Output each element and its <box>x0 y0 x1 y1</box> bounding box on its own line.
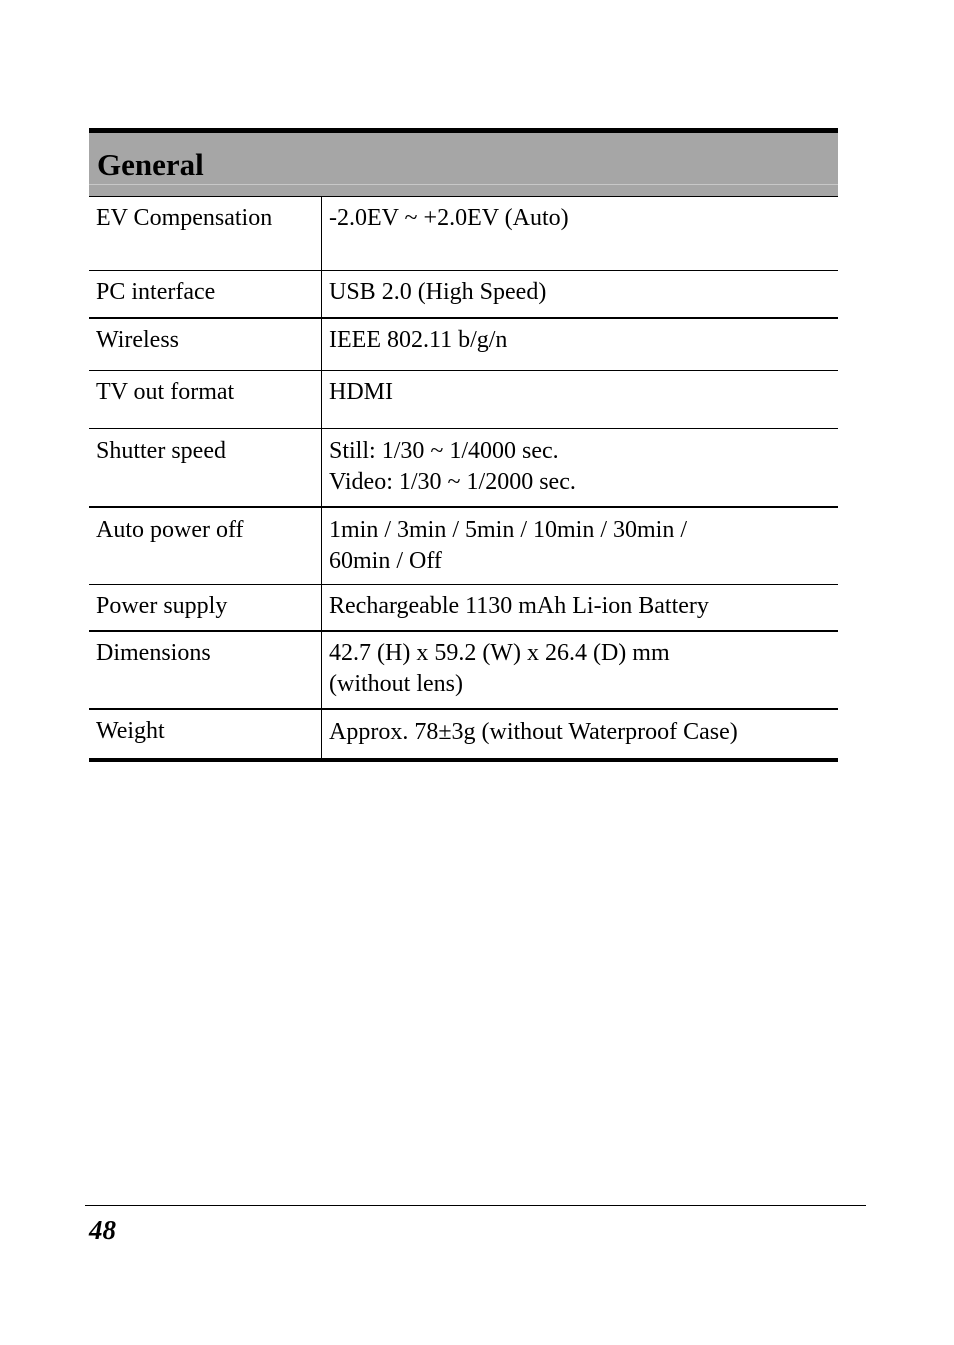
row-value-line: USB 2.0 (High Speed) <box>329 279 547 305</box>
page-number: 48 <box>89 1215 116 1245</box>
row-value <box>322 585 838 630</box>
table-row-shutter-speed <box>89 429 838 508</box>
row-value-line: 60min / Off <box>329 548 442 574</box>
row-label: PC interface <box>89 271 322 317</box>
spec-rows <box>89 197 838 762</box>
row-value-line: IEEE 802.11 b/g/n <box>329 327 508 353</box>
row-value-line: Rechargeable 1130 mAh Li-ion Battery <box>329 593 709 619</box>
row-label: Shutter speed <box>89 429 322 506</box>
table-row-power-supply <box>89 585 838 632</box>
row-value-line: 1min / 3min / 5min / 10min / 30min / <box>329 517 688 543</box>
table-row-dimensions <box>89 632 838 710</box>
table-row-auto-power-off <box>89 508 838 585</box>
table-row-wireless <box>89 319 838 371</box>
row-label: Dimensions <box>89 632 322 708</box>
row-label: Auto power off <box>89 508 322 584</box>
row-label: EV Compensation <box>89 197 322 270</box>
section-title: General <box>97 147 204 182</box>
table-row-ev-compensation <box>89 197 838 271</box>
row-label: Weight <box>89 710 322 758</box>
row-value-line: HDMI <box>329 379 393 405</box>
row-value <box>322 371 838 428</box>
row-value <box>322 429 838 506</box>
row-value <box>322 632 838 708</box>
row-value-line: -2.0EV ~ +2.0EV (Auto) <box>329 205 569 231</box>
row-value <box>322 319 838 370</box>
row-value-line: Approx. 78±3g (without Waterproof Case) <box>329 719 738 745</box>
table-row-weight <box>89 710 838 762</box>
row-value-line: (without lens) <box>329 671 463 697</box>
row-value <box>322 508 838 584</box>
row-value-line: Video: 1/30 ~ 1/2000 sec. <box>329 469 576 495</box>
row-value-line: Still: 1/30 ~ 1/4000 sec. <box>329 438 559 464</box>
row-label: Power supply <box>89 585 322 630</box>
row-label: Wireless <box>89 319 322 370</box>
row-label: TV out format <box>89 371 322 428</box>
table-row-tv-out-format <box>89 371 838 429</box>
table-row-pc-interface <box>89 271 838 319</box>
row-value <box>322 710 838 758</box>
row-value-line: 42.7 (H) x 59.2 (W) x 26.4 (D) mm <box>329 640 670 666</box>
row-value <box>322 271 838 317</box>
section-header <box>89 133 838 197</box>
header-inner-rule <box>89 184 838 185</box>
row-value <box>322 197 838 270</box>
footer-rule <box>85 1205 866 1206</box>
